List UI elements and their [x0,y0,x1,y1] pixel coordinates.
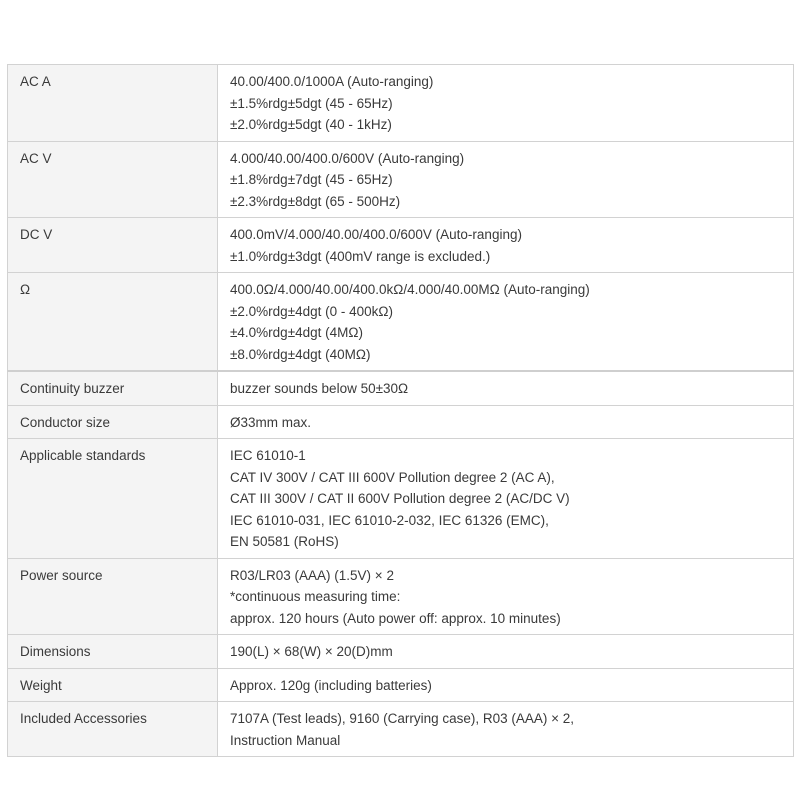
spec-line: 400.0mV/4.000/40.00/400.0/600V (Auto-ranging) [230,227,522,242]
spec-line: IEC 61010-031, IEC 61010-2-032, IEC 61326 (EMC), [230,512,549,528]
spec-line: Ø33mm max. [230,414,312,430]
spec-line: ±2.3%rdg±8dgt (65 - 500Hz) [230,193,401,209]
spec-row-power-source [8,558,794,635]
spec-label: Ω [8,273,218,372]
spec-line: IEC 61010-1 [230,448,306,463]
spec-line: 40.00/400.0/1000A (Auto-ranging) [230,74,434,89]
spec-line: ±1.8%rdg±7dgt (45 - 65Hz) [230,172,393,187]
spec-value [218,635,794,669]
spec-label: Power source [8,558,218,635]
spec-label: AC A [8,65,218,142]
spec-line: R03/LR03 (AAA) (1.5V) × 2 [230,567,394,583]
spec-label: Continuity buzzer [8,371,218,405]
spec-label: Conductor size [8,405,218,439]
spec-line: ±1.0%rdg±3dgt (400mV range is excluded.) [230,248,491,264]
spec-line: CAT III 300V / CAT II 600V Pollution degree 2 (AC/DC V) [230,491,570,506]
spec-row-weight [8,668,794,702]
spec-value [218,371,794,405]
spec-value [218,273,794,372]
spec-line: ±2.0%rdg±5dgt (40 - 1kHz) [230,117,392,132]
spec-label: Dimensions [8,635,218,669]
spec-row-dimensions [8,635,794,669]
spec-line: *continuous measuring time: [230,589,401,604]
spec-row-ac-v [8,141,794,218]
spec-line: buzzer sounds below 50±30Ω [230,381,409,396]
spec-line: ±1.5%rdg±5dgt (45 - 65Hz) [230,95,393,111]
spec-line: 400.0Ω/4.000/40.00/400.0kΩ/4.000/40.00MΩ (Auto-ranging) [230,282,590,297]
spec-row-ohm [8,273,794,372]
spec-row-continuity-buzzer [8,371,794,405]
spec-line: 190(L) × 68(W) × 20(D)mm [230,644,393,659]
spec-row-ac-a [8,65,794,142]
spec-label: AC V [8,141,218,218]
spec-line: Approx. 120g (including batteries) [230,677,432,693]
spec-value [218,558,794,635]
spec-line: approx. 120 hours (Auto power off: approx. 10 minutes) [230,610,561,626]
spec-line: 4.000/40.00/400.0/600V (Auto-ranging) [230,150,465,166]
spec-label: DC V [8,218,218,273]
spec-value [218,65,794,142]
spec-value [218,141,794,218]
spec-row-applicable-standards [8,439,794,559]
spec-row-dc-v [8,218,794,273]
spec-value [218,218,794,273]
spec-row-conductor-size [8,405,794,439]
spec-value [218,702,794,757]
spec-value [218,405,794,439]
spec-value [218,439,794,559]
spec-row-included-accessories [8,702,794,757]
spec-label: Applicable standards [8,439,218,559]
spec-line: Instruction Manual [230,732,341,748]
spec-table [7,64,794,757]
spec-line: 7107A (Test leads), 9160 (Carrying case), R03 (AAA) × 2, [230,711,575,726]
spec-line: CAT IV 300V / CAT III 600V Pollution degree 2 (AC A), [230,469,555,485]
spec-line: ±4.0%rdg±4dgt (4MΩ) [230,325,363,340]
spec-line: ±2.0%rdg±4dgt (0 - 400kΩ) [230,303,393,319]
spec-value [218,668,794,702]
spec-line: ±8.0%rdg±4dgt (40MΩ) [230,346,371,362]
spec-label: Included Accessories [8,702,218,757]
spec-label: Weight [8,668,218,702]
spec-line: EN 50581 (RoHS) [230,534,339,549]
